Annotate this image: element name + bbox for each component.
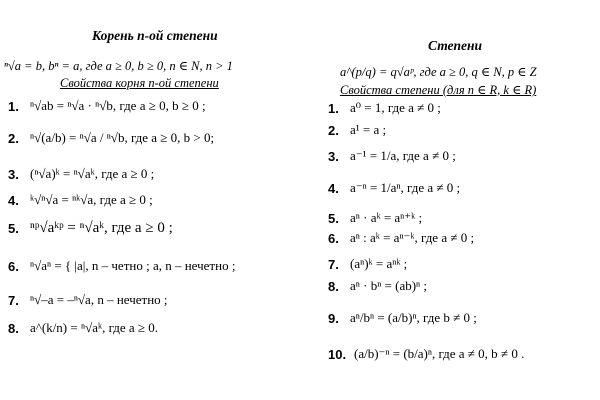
item-number: 7. — [328, 256, 339, 272]
root-definition: ⁿ√a = b, bⁿ = a, где a ≥ 0, b ≥ 0, n ∈ N, n > 1 — [4, 59, 233, 73]
formula: ⁿ√aⁿ = { |a|, n – четно ; a, n – нечетно ; — [30, 258, 236, 273]
root-properties-subtitle: Свойства корня n-ой степени — [60, 76, 219, 90]
item-number: 8. — [328, 278, 339, 294]
power-property-8 — [328, 278, 427, 294]
power-property-9 — [328, 310, 477, 326]
item-number: 3. — [8, 166, 19, 182]
formula: ⁿᵖ√aᵏᵖ = ⁿ√aᵏ, где a ≥ 0 ; — [30, 220, 173, 236]
power-property-5 — [328, 210, 422, 226]
item-number: 4. — [8, 192, 19, 208]
formula: ⁿ√ab = ⁿ√a · ⁿ√b, где a ≥ 0, b ≥ 0 ; — [30, 98, 206, 113]
power-property-7 — [328, 256, 407, 272]
formula: aⁿ : aᵏ = aⁿ⁻ᵏ, где a ≠ 0 ; — [350, 230, 475, 245]
item-number: 5. — [328, 210, 339, 226]
item-number: 3. — [328, 148, 339, 164]
power-property-1 — [328, 100, 441, 116]
formula: ⁿ√–a = –ⁿ√a, n – нечетно ; — [30, 292, 168, 307]
item-number: 6. — [8, 258, 19, 274]
power-properties-subtitle: Свойства степени (для n ∈ R, k ∈ R) — [340, 83, 537, 97]
item-number: 1. — [328, 100, 339, 116]
formula: (aⁿ)ᵏ = aⁿᵏ ; — [350, 256, 408, 271]
item-number: 7. — [8, 292, 19, 308]
formula: a⁰ = 1, где a ≠ 0 ; — [350, 100, 441, 115]
item-number: 8. — [8, 320, 19, 336]
item-number: 9. — [328, 310, 339, 326]
formula: (a/b)⁻ⁿ = (b/a)ⁿ, где a ≠ 0, b ≠ 0 . — [354, 346, 525, 361]
root-property-4 — [8, 192, 153, 208]
item-number: 5. — [8, 221, 19, 236]
formula: a⁻¹ = 1/a, где a ≠ 0 ; — [350, 148, 456, 163]
power-definition: a^(p/q) = q√aᵖ, где a ≥ 0, q ∈ N, p ∈ Z — [340, 65, 537, 79]
formula: ᵏ√ⁿ√a = ⁿᵏ√a, где a ≥ 0 ; — [30, 192, 153, 207]
item-number: 1. — [8, 98, 19, 114]
root-property-6 — [8, 258, 235, 274]
root-property-5 — [8, 220, 173, 237]
root-property-8 — [8, 320, 158, 336]
formula: aⁿ · aᵏ = aⁿ⁺ᵏ ; — [350, 210, 423, 225]
formula: aⁿ/bⁿ = (a/b)ⁿ, где b ≠ 0 ; — [350, 310, 477, 325]
item-number: 2. — [328, 122, 339, 138]
root-property-7 — [8, 292, 168, 308]
power-title: Степени — [428, 38, 483, 53]
formula: aⁿ · bⁿ = (ab)ⁿ ; — [350, 278, 428, 293]
power-property-3 — [328, 148, 456, 164]
item-number: 4. — [328, 180, 339, 196]
power-property-4 — [328, 180, 460, 196]
root-title: Корень n-ой степени — [92, 28, 218, 43]
formula: (ⁿ√a)ᵏ = ⁿ√aᵏ, где a ≥ 0 ; — [30, 166, 155, 181]
power-property-2 — [328, 122, 386, 138]
item-number: 10. — [328, 346, 347, 362]
power-property-6 — [328, 230, 474, 246]
formula: a¹ = a ; — [350, 122, 387, 137]
formula: a^(k/n) = ⁿ√aᵏ, где a ≥ 0. — [30, 320, 159, 335]
root-property-1 — [8, 98, 206, 114]
formula: ⁿ√(a/b) = ⁿ√a / ⁿ√b, где a ≥ 0, b > 0; — [30, 130, 215, 145]
root-property-3 — [8, 166, 154, 182]
item-number: 2. — [8, 130, 19, 146]
power-property-10 — [328, 346, 524, 362]
item-number: 6. — [328, 230, 339, 246]
root-property-2 — [8, 130, 214, 146]
formula: a⁻ⁿ = 1/aⁿ, где a ≠ 0 ; — [350, 180, 461, 195]
